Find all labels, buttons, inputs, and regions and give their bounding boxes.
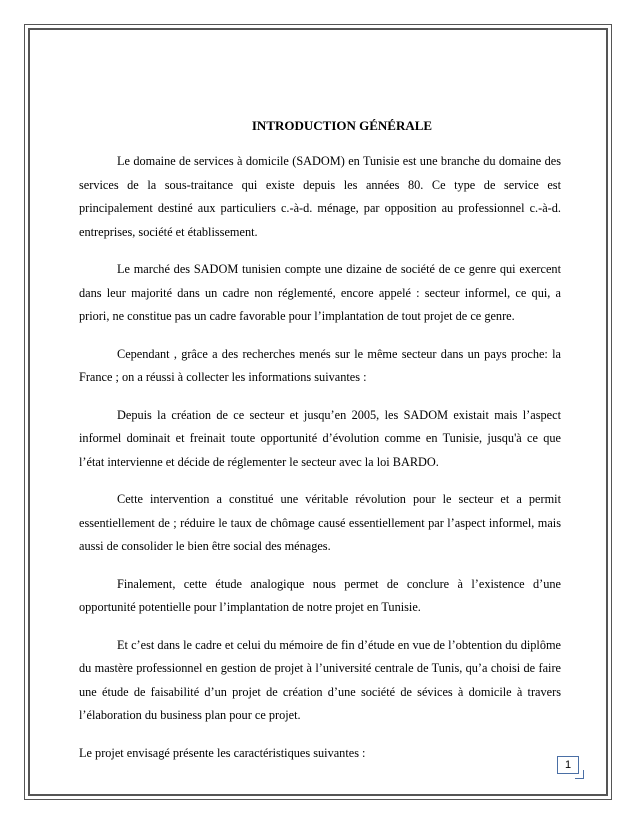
paragraph-7: Et c’est dans le cadre et celui du mémoire de fin d’étude en vue de l’obtention du diplôme du mastère professionnel en gestion de projet à l’université centrale de Tunis, qu’a choisi de faire une étude de faisabilité d’un projet de création d’une société de sévices à domicile à travers l’élaboration du business plan pour ce projet. [79, 637, 561, 722]
closing-line: Le projet envisagé présente les caractéristiques suivantes : [79, 745, 366, 760]
paragraph-5: Cette intervention a constitué une véritable révolution pour le secteur et a permit essentiellement de ; réduire le taux de chômage causé essentiellement par l’aspect informel, mais aussi de consolider le bien être social des ménages. [79, 492, 561, 553]
paragraph-6: Finalement, cette étude analogique nous permet de conclure à l’existence d’une opportunité potentielle pour l’implantation de notre projet en Tunisie. [79, 576, 561, 614]
paragraph-1: Le domaine de services à domicile (SADOM) en Tunisie est une branche du domaine des services de la sous-traitance qui existe depuis les années 80. Ce type de service est principalement destiné aux particuliers c.-à-d. ménage, par opposition au professionnel c.-à-d. entreprises, société et établissement. [79, 154, 561, 239]
paragraph-2: Le marché des SADOM tunisien compte une dizaine de société de ce genre qui exercent dans leur majorité dans un cadre non réglementé, encore appelé : secteur informel, ce qui, a priori, ne constitue pas un cadre favorable pour l’implantation de tout projet de ce genre. [79, 262, 561, 323]
document-title: INTRODUCTION GÉNÉRALE [251, 118, 433, 133]
page-number: 1 [557, 756, 579, 774]
paragraph-3: Cependant , grâce a des recherches menés sur le même secteur dans un pays proche: la France ; on a réussi à collecter les informations suivantes : [79, 346, 561, 384]
document-body [79, 116, 561, 779]
paragraph-4: Depuis la création de ce secteur et jusqu’en 2005, les SADOM existait mais l’aspect informel dominait et freinait toute opportunité d’évolution comme en Tunisie, jusqu'à ce que l’état intervienne et décide de réglementer le secteur avec la loi BARDO. [79, 407, 561, 469]
